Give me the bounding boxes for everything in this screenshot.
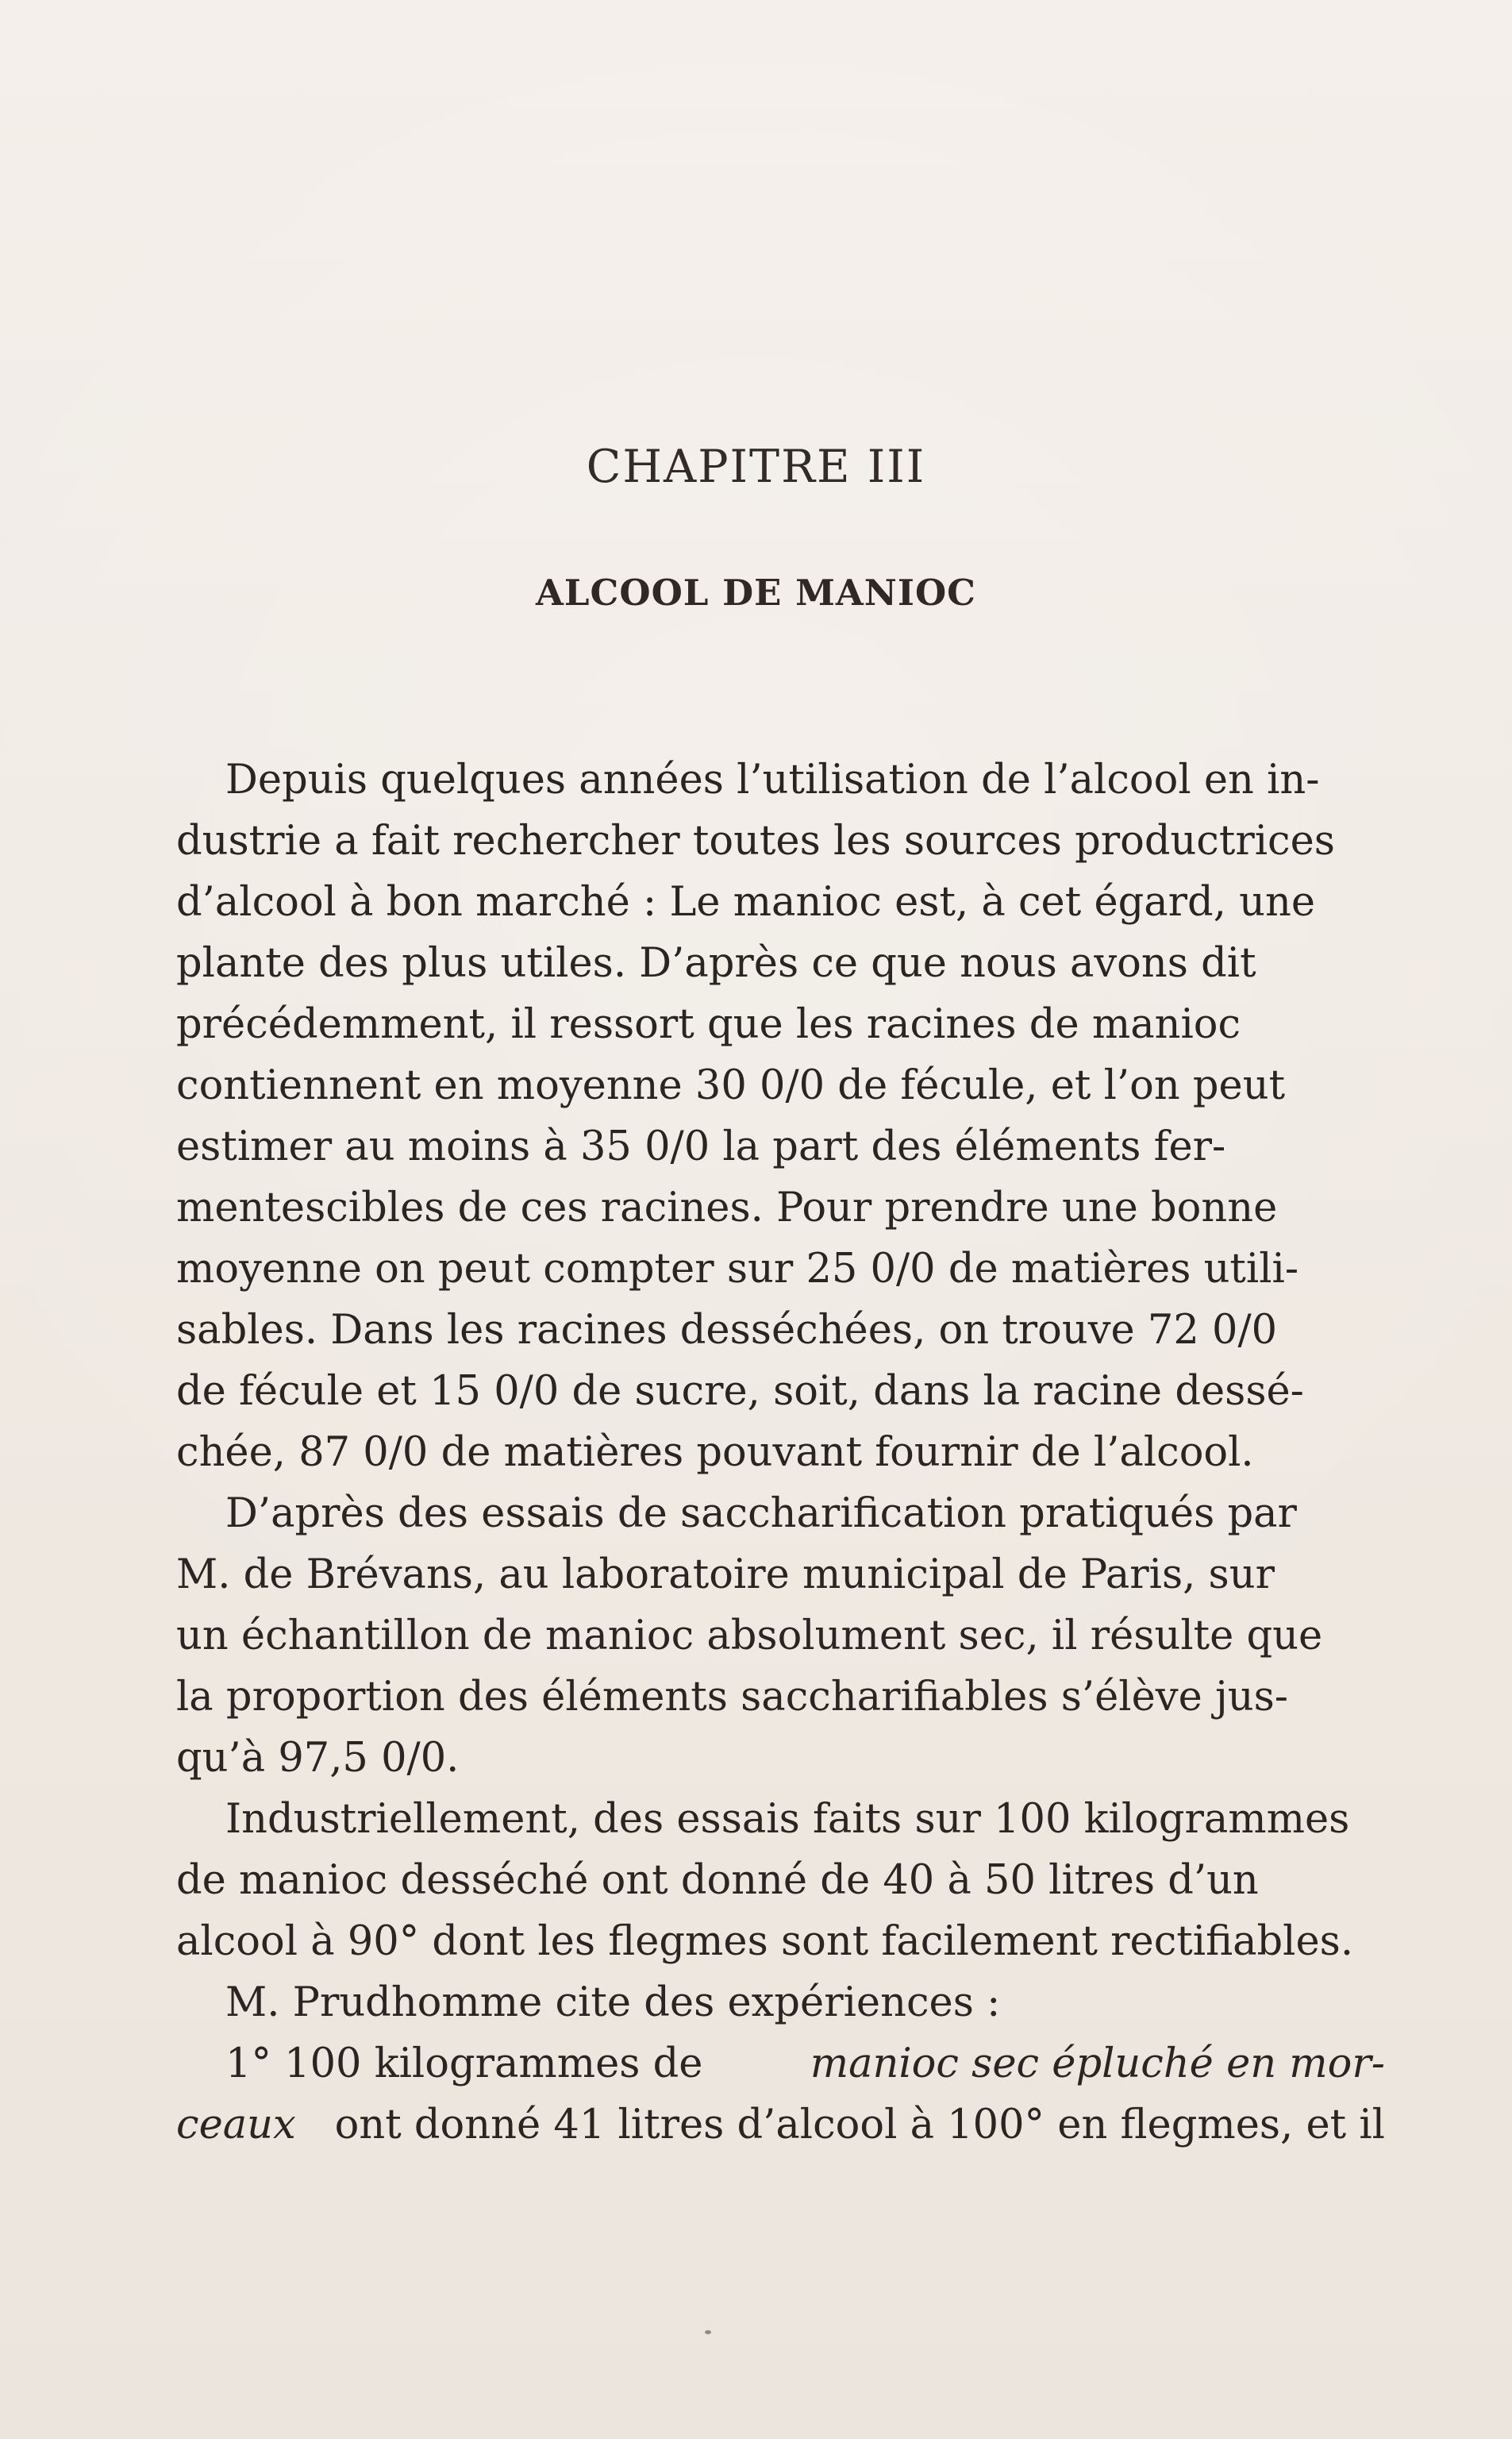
text-line: Industriellement, des essais faits sur 100 kilogrammes bbox=[225, 1796, 1350, 1843]
text-line: moyenne on peut compter sur 25 0/0 de matières utili- bbox=[176, 1246, 1299, 1293]
text-line: M. Prudhomme cite des expériences : bbox=[225, 1979, 1001, 2026]
section-heading: ALCOOL DE MANIOC bbox=[536, 572, 976, 614]
text-line: un échantillon de manioc absolument sec, il résulte que bbox=[176, 1613, 1323, 1659]
chapter-heading: CHAPITRE III bbox=[586, 441, 926, 493]
text-line: précédemment, il ressort que les racines de manioc bbox=[176, 1001, 1241, 1048]
text-line: D’après des essais de saccharification pratiqués par bbox=[225, 1490, 1297, 1537]
text-line: plante des plus utiles. D’après ce que nous avons dit bbox=[176, 940, 1256, 987]
text-line: M. de Brévans, au laboratoire municipal de Paris, sur bbox=[176, 1551, 1275, 1598]
paper-speck bbox=[705, 2330, 711, 2334]
text-line: dustrie a fait rechercher toutes les sources productrices bbox=[176, 818, 1335, 865]
text-line: sables. Dans les racines desséchées, on trouve 72 0/0 bbox=[176, 1307, 1278, 1354]
text-line: de fécule et 15 0/0 de sucre, soit, dans la racine dessé- bbox=[176, 1368, 1304, 1415]
text-line-italic-part: manioc sec épluché en mor- bbox=[810, 2040, 1385, 2087]
body-text bbox=[176, 749, 1385, 2156]
text-line: Depuis quelques années l’utilisation de l’alcool en in- bbox=[225, 757, 1320, 803]
text-line-part: ont donné 41 litres d’alcool à 100° en flegmes, et il bbox=[334, 2102, 1385, 2148]
text-line: estimer au moins à 35 0/0 la part des éléments fer- bbox=[176, 1123, 1226, 1170]
text-line: mentescibles de ces racines. Pour prendre une bonne bbox=[176, 1185, 1278, 1231]
text-line: la proportion des éléments saccharifiables s’élève jus- bbox=[176, 1674, 1289, 1720]
text-line: d’alcool à bon marché : Le manioc est, à cet égard, une bbox=[176, 879, 1315, 926]
text-line: qu’à 97,5 0/0. bbox=[176, 1735, 460, 1782]
text-line bbox=[176, 2033, 1385, 2094]
text-line: contiennent en moyenne 30 0/0 de fécule, et l’on peut bbox=[176, 1062, 1286, 1109]
text-line: chée, 87 0/0 de matières pouvant fournir de l’alcool. bbox=[176, 1429, 1254, 1476]
text-line: de manioc desséché ont donné de 40 à 50 litres d’un bbox=[176, 1857, 1259, 1904]
text-line-part: 1° 100 kilogrammes de bbox=[225, 2040, 703, 2087]
text-line bbox=[176, 2094, 1385, 2156]
text-line-italic-part: ceaux bbox=[176, 2102, 296, 2148]
text-line: alcool à 90° dont les flegmes sont facilement rectifiables. bbox=[176, 1918, 1354, 1965]
